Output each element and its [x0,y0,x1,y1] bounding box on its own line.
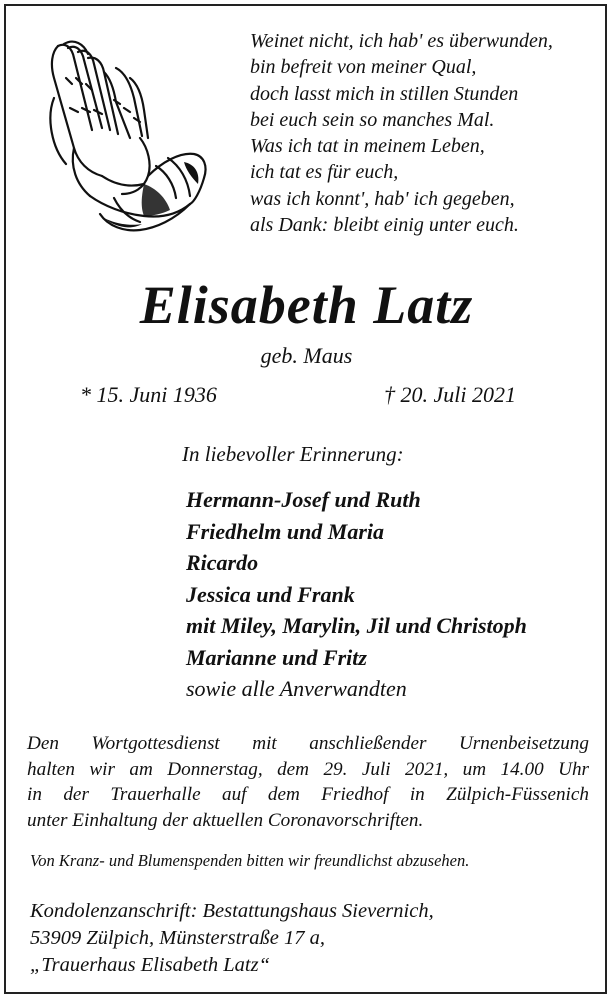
mourner-entry: mit Miley, Marylin, Jil und Christoph [186,613,527,638]
service-info [27,731,589,833]
mourner-entry: Marianne und Fritz [186,644,367,670]
poem [250,28,600,238]
death-date: † 20. Juli 2021 [384,382,516,407]
service-line: in der Trauerhalle auf dem Friedhof in Zülpich-Füssenich [27,784,589,805]
poem-line: doch lasst mich in stillen Stunden [250,82,519,105]
condolence-line: 53909 Zülpich, Münsterstraße 17 a, [30,927,325,949]
mourner-entry: Hermann-Josef und Ruth [186,487,421,512]
poem-line: Weinet nicht, ich hab' es überwunden, [250,30,553,52]
condolence-line: Kondolenzanschrift: Bestattungshaus Sievernich, [30,900,434,922]
condolence-line: „Trauerhaus Elisabeth Latz“ [30,954,270,976]
maiden-name: geb. Maus [260,343,353,368]
mourner-entry: Ricardo [186,550,259,575]
mourners-list [186,484,527,705]
service-line: Den Wortgottesdienst mit anschließender Urnenbeisetzung [27,733,589,754]
praying-hands-icon [44,38,209,233]
poem-line: ich tat es für euch, [250,161,399,184]
mourners-closing: sowie alle Anverwandten [186,676,407,701]
deceased-name: Elisabeth Latz [139,275,474,335]
poem-line: bei euch sein so manches Mal. [250,108,495,131]
service-line: halten wir am Donnerstag, dem 29. Juli 2021, um 14.00 Uhr [27,758,589,780]
mourner-entry: Friedhelm und Maria [186,518,385,544]
poem-line: bin befreit von meiner Qual, [250,56,477,79]
poem-line: als Dank: bleibt einig unter euch. [250,214,519,237]
birth-date: * 15. Juni 1936 [80,382,217,407]
poem-line: Was ich tat in meinem Leben, [250,135,485,158]
mourner-entry: Jessica und Frank [186,581,355,607]
flowers-note: Von Kranz- und Blumenspenden bitten wir freundlichst abzusehen. [30,851,470,870]
memory-line: In liebevoller Erinnerung: [182,442,404,466]
service-line: unter Einhaltung der aktuellen Coronavorschriften. [27,809,424,831]
condolence-address [30,898,434,979]
poem-line: was ich konnt', hab' ich gegeben, [250,187,515,210]
